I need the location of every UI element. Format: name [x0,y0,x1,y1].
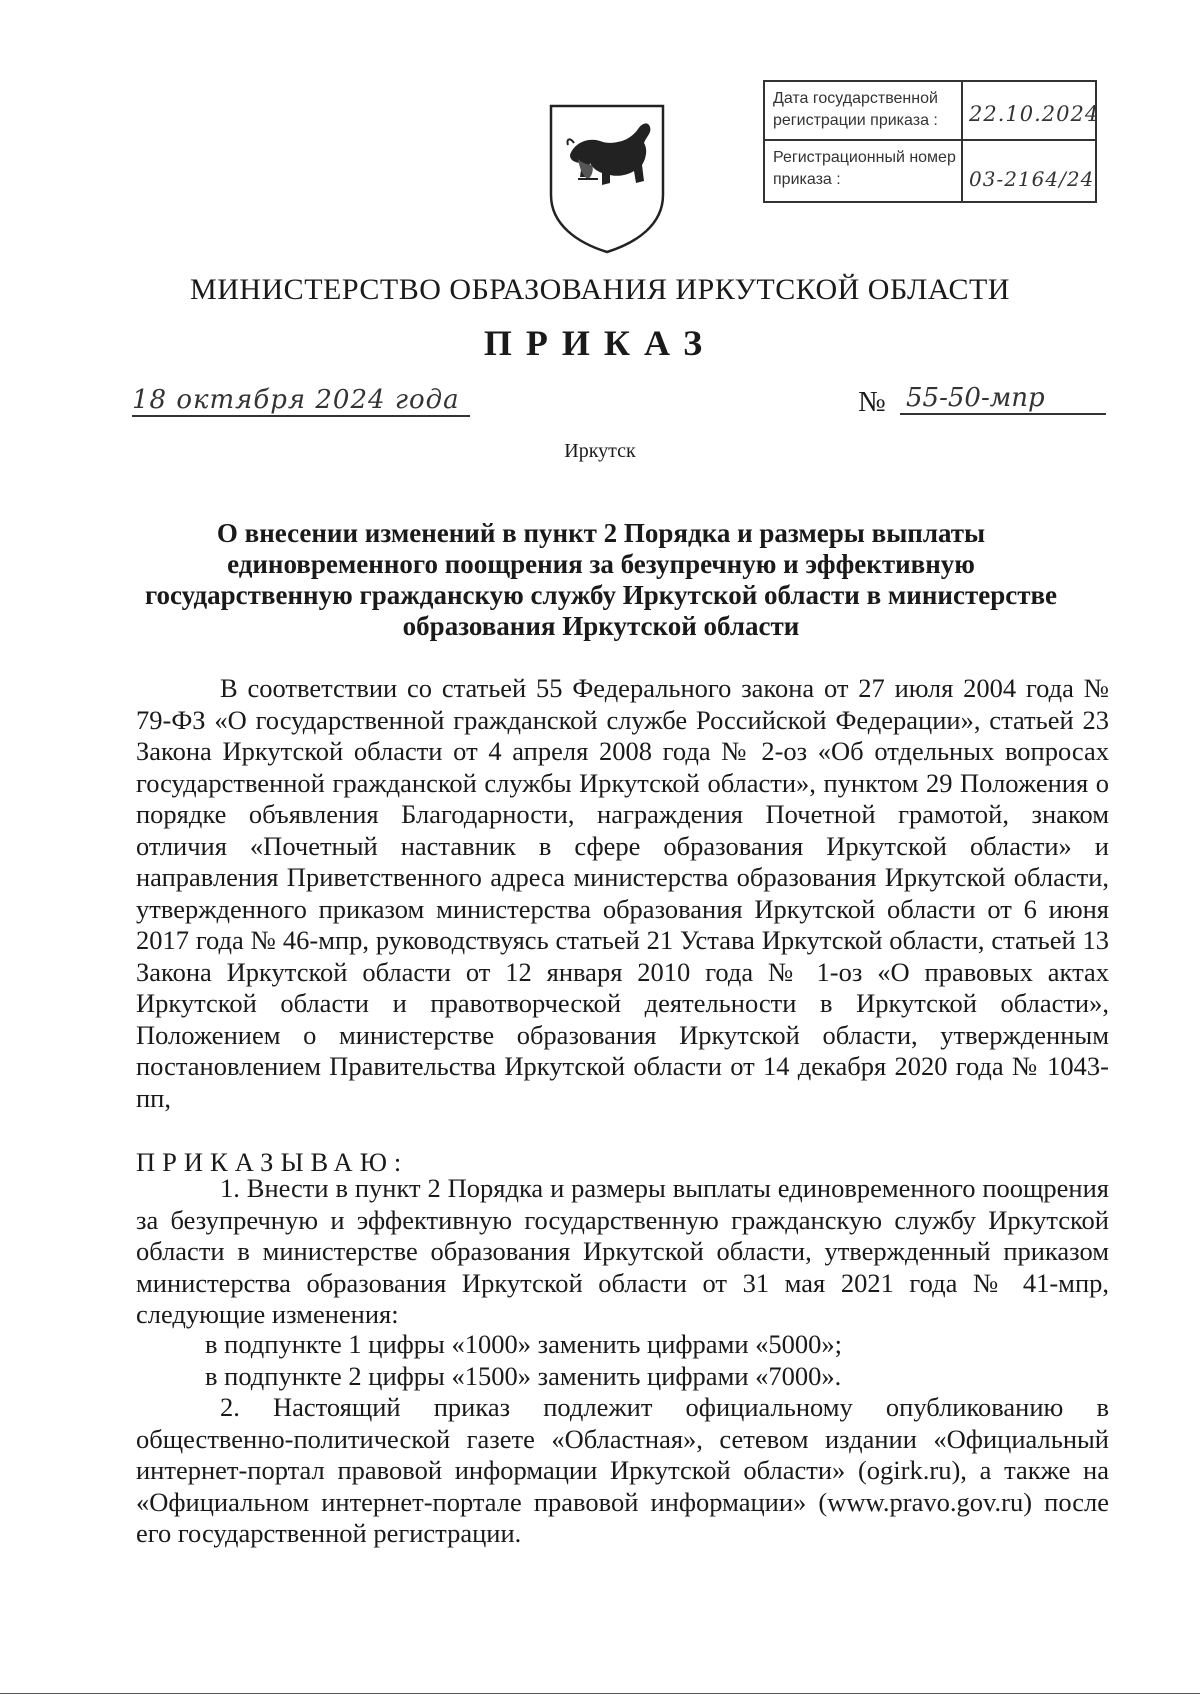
registration-stamp [763,80,1100,203]
order-date: 18 октября 2024 года [132,385,470,417]
registration-date-label: Дата государственной регистрации приказа : [773,90,938,129]
ministry-name: МИНИСТЕРСТВО ОБРАЗОВАНИЯ ИРКУТСКОЙ ОБЛАСТИ [190,273,1010,306]
order-number: 55-50-мпр [900,383,1106,415]
coat-of-arms-icon [548,103,666,255]
registration-date-value: 22.10.2024 [969,102,1100,126]
document-heading: О внесении изменений в пункт 2 Порядка и размеры выплаты единовременного поощрения за безупречную и эффективную государственную гражданскую службу Иркутской области в министерстве образования Иркутской области [144,518,1058,641]
item-1-paragraph: 1. Внести в пункт 2 Порядка и размеры выплаты единовременного поощрения за безупречную и эффективную государственную гражданскую службу Иркутской области в министерстве образования Иркутской области, утвержденный приказом министерства образования Иркутской области от 31 мая 2021 года № 41-мпр, следующие изменения: [136,1173,1109,1329]
stamp-divider [961,82,963,139]
registration-number-value: 03-2164/24 [969,167,1095,191]
document-title: ПРИКАЗ [483,323,717,363]
item-2-paragraph: 2. Настоящий приказ подлежит официальному опубликованию в общественно-политической газете «Областная», сетевом издании «Официальный интернет-портал правовой информации Иркутской области» (ogirk.ru), а также на «Официальном интернет-портале правовой информации» (www.pravo.gov.ru) после его государственной регистрации. [136,1392,1109,1548]
city-name: Иркутск [564,440,636,462]
decree-word: ПРИКАЗЫВАЮ: [136,1147,409,1177]
page-edge-line [0,1693,1200,1694]
preamble-paragraph: В соответствии со статьей 55 Федерального закона от 27 июля 2004 года № 79-ФЗ «О государственной гражданской службе Российской Федерации», статьей 23 Закона Иркутской области от 4 апреля 2008 года № 2-оз «Об отдельных вопросах государственной гражданской службы Иркутской области», пунктом 29 Положения о порядке объявления Благодарности, награждения Почетной грамотой, знаком отличия «Почетный наставник в сфере образования Иркутской области» и направления Приветственного адреса министерства образования Иркутской области, утвержденного приказом министерства образования Иркутской области от 6 июня 2017 года № 46-мпр, руководствуясь статьей 21 Устава Иркутской области, статьей 13 Закона Иркутской области от 12 января 2010 года № 1-оз «О правовых актах Иркутской области и правотворческой деятельности в Иркутской области», Положением о министерстве образования Иркутской области, утвержденным постановлением Правительства Иркутской области от 14 декабря 2020 года № 1043-пп, [136,673,1109,1113]
order-number-sign: № [858,386,886,418]
item-1-subpoint-2: в подпункте 2 цифры «1500» заменить цифрами «7000». [205,1361,842,1391]
registration-number-row [765,141,1095,203]
stamp-divider [961,141,963,203]
item-1-subpoint-1: в подпункте 1 цифры «1000» заменить цифрами «5000»; [205,1329,843,1359]
registration-date-row [765,82,1100,141]
registration-number-label: Регистрационный номер приказа : [773,149,956,188]
